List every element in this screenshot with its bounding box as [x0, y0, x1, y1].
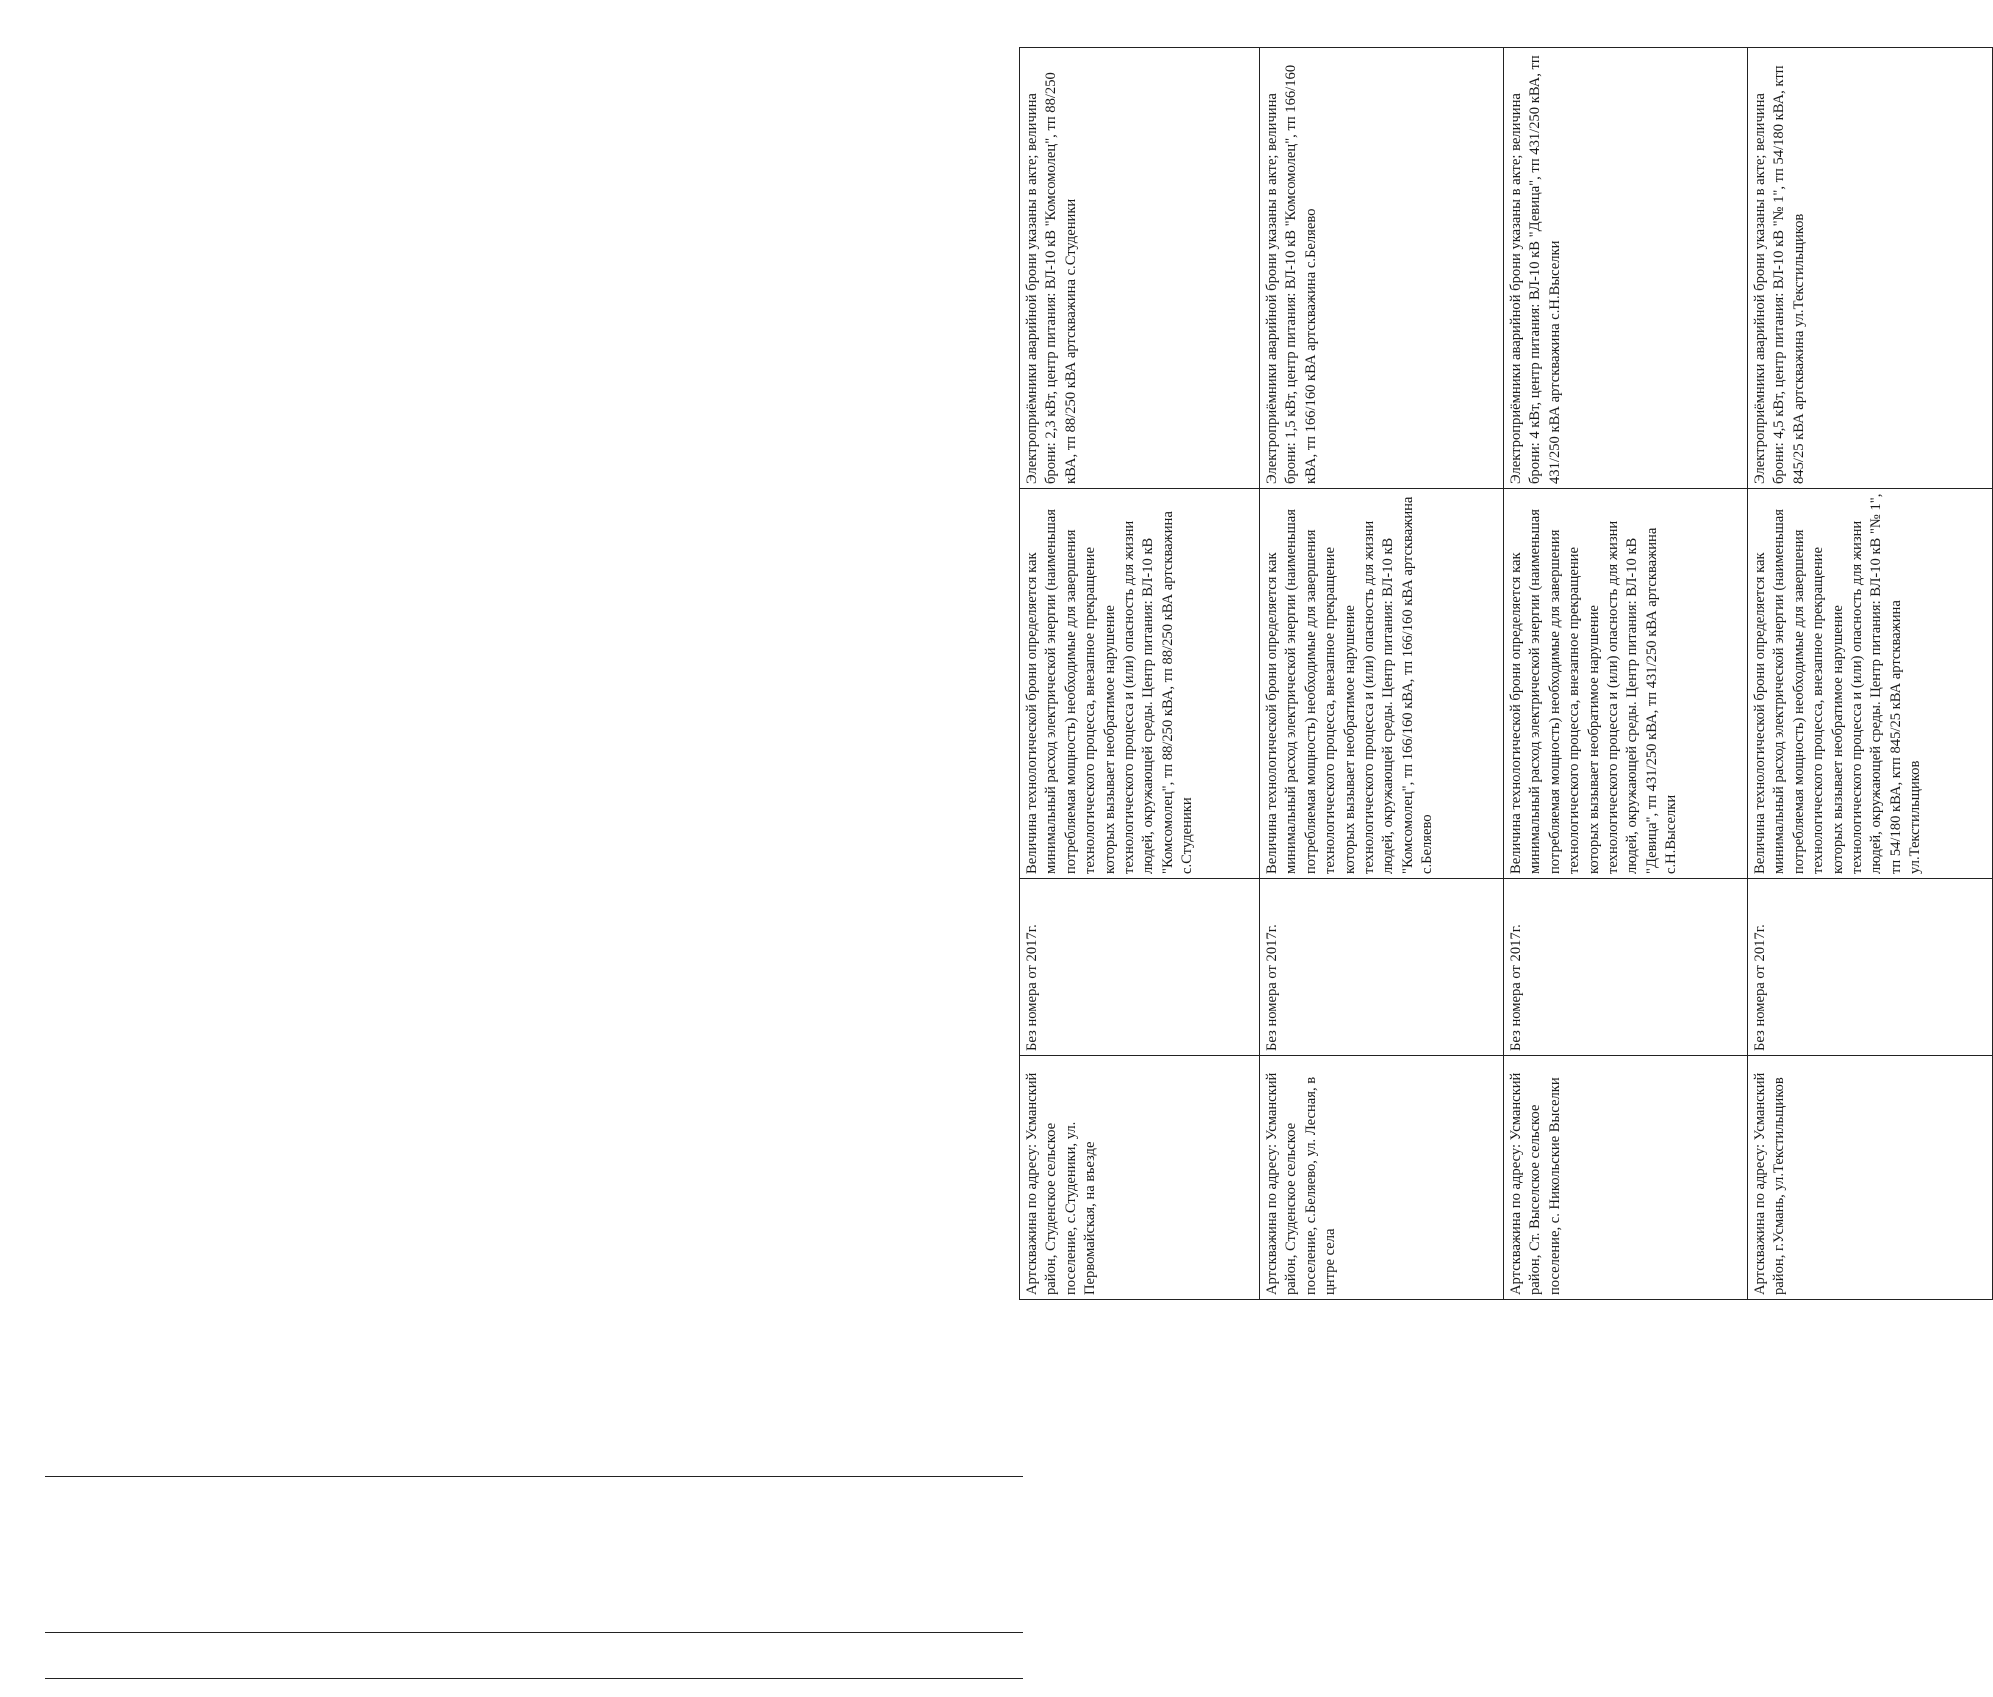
- act-reference-cell: Без номера от 2017г.: [1504, 879, 1748, 1056]
- emergency-reserve-cell: Электроприёмники аварийной брони указаны в акте; величина брони: 4 кВт, центр питания: ВЛ-10 кВ "Девица", тп 431/250 кВА, тп 431/250 кВА артскважина с.Н.Выселки: [1504, 48, 1748, 489]
- emergency-reserve-cell: Электроприёмники аварийной брони указаны в акте; величина брони: 2,3 кВт, центр питания: ВЛ-10 кВ "Комсомолец", тп 88/250 кВА, тп 88/250 кВА артскважина с.Студеники: [1020, 48, 1260, 489]
- act-reference-cell: Без номера от 2017г.: [1020, 879, 1260, 1056]
- technological-reserve-cell: Величина технологической брони определяется как минимальный расход электрической энергии (наименьшая потребляемая мощность) необходимые для завершения технологического процесса, внезапное прекращение которых вызывает необратимое нарушение технологического процесса и (или) опасность для жизни людей, окружающей среды. Центр питания: ВЛ-10 кВ "Комсомолец", тп 88/250 кВА, тп 88/250 кВА артскважина с.Студеники: [1020, 489, 1260, 879]
- object-address-cell: Артскважина по адресу: Усманский район, г.Усмань, ул.Текстильщиков: [1748, 1056, 1993, 1300]
- technological-reserve-cell: Величина технологической брони определяется как минимальный расход электрической энергии (наименьшая потребляемая мощность) необходимые для завершения технологического процесса, внезапное прекращение которых вызывает необратимое нарушение технологического процесса и (или) опасность для жизни людей, окружающей среды. Центр питания: ВЛ-10 кВ "Девица", тп 431/250 кВА, тп 431/250 кВА артскважина с.Н.Выселки: [1504, 489, 1748, 879]
- object-address-cell: Артскважина по адресу: Усманский район, Ст. Выселское сельское поселение, с. Никольские Выселки: [1504, 1056, 1748, 1300]
- table-row: [1748, 48, 1993, 1300]
- separator-line: [45, 1678, 1023, 1679]
- object-address-cell: Артскважина по адресу: Усманский район, Студенское сельское поселение, с.Студеники, ул. Первомайская, на въезде: [1020, 1056, 1260, 1300]
- act-reference-cell: Без номера от 2017г.: [1260, 879, 1504, 1056]
- table-row: [1260, 48, 1504, 1300]
- emergency-reserve-cell: Электроприёмники аварийной брони указаны в акте; величина брони: 1,5 кВт, центр питания: ВЛ-10 кВ "Комсомолец", тп 166/160 кВА, тп 166/160 кВА артскважина с.Беляево: [1260, 48, 1504, 489]
- object-address-cell: Артскважина по адресу: Усманский район, Студенское сельское поселение, с.Беляево, ул. Лесная, в цнтре села: [1260, 1056, 1504, 1300]
- technological-reserve-cell: Величина технологической брони определяется как минимальный расход электрической энергии (наименьшая потребляемая мощность) необходимые для завершения технологического процесса, внезапное прекращение которых вызывает необратимое нарушение технологического процесса и (или) опасность для жизни людей, окружающей среды. Центр питания: ВЛ-10 кВ "№ 1", тп 54/180 кВА, ктп 845/25 кВА артскважина ул.Текстильщиков: [1748, 489, 1993, 879]
- separator-line: [45, 1632, 1023, 1633]
- act-reference-cell: Без номера от 2017г.: [1748, 879, 1993, 1056]
- emergency-reserve-cell: Электроприёмники аварийной брони указаны в акте; величина брони: 4,5 кВт, центр питания: ВЛ-10 кВ "№ 1", тп 54/180 кВА, ктп 845/25 кВА артскважина ул.Текстильщиков: [1748, 48, 1993, 489]
- separator-line: [45, 1476, 1023, 1477]
- table-row: [1504, 48, 1748, 1300]
- table-row: [1020, 48, 1260, 1300]
- power-reservation-table: [1019, 47, 1993, 1300]
- rotated-table-wrapper: [1019, 48, 1992, 1300]
- technological-reserve-cell: Величина технологической брони определяется как минимальный расход электрической энергии (наименьшая потребляемая мощность) необходимые для завершения технологического процесса, внезапное прекращение которых вызывает необратимое нарушение технологического процесса и (или) опасность для жизни людей, окружающей среды. Центр питания: ВЛ-10 кВ "Комсомолец", тп 166/160 кВА, тп 166/160 кВА артскважина с.Беляево: [1260, 489, 1504, 879]
